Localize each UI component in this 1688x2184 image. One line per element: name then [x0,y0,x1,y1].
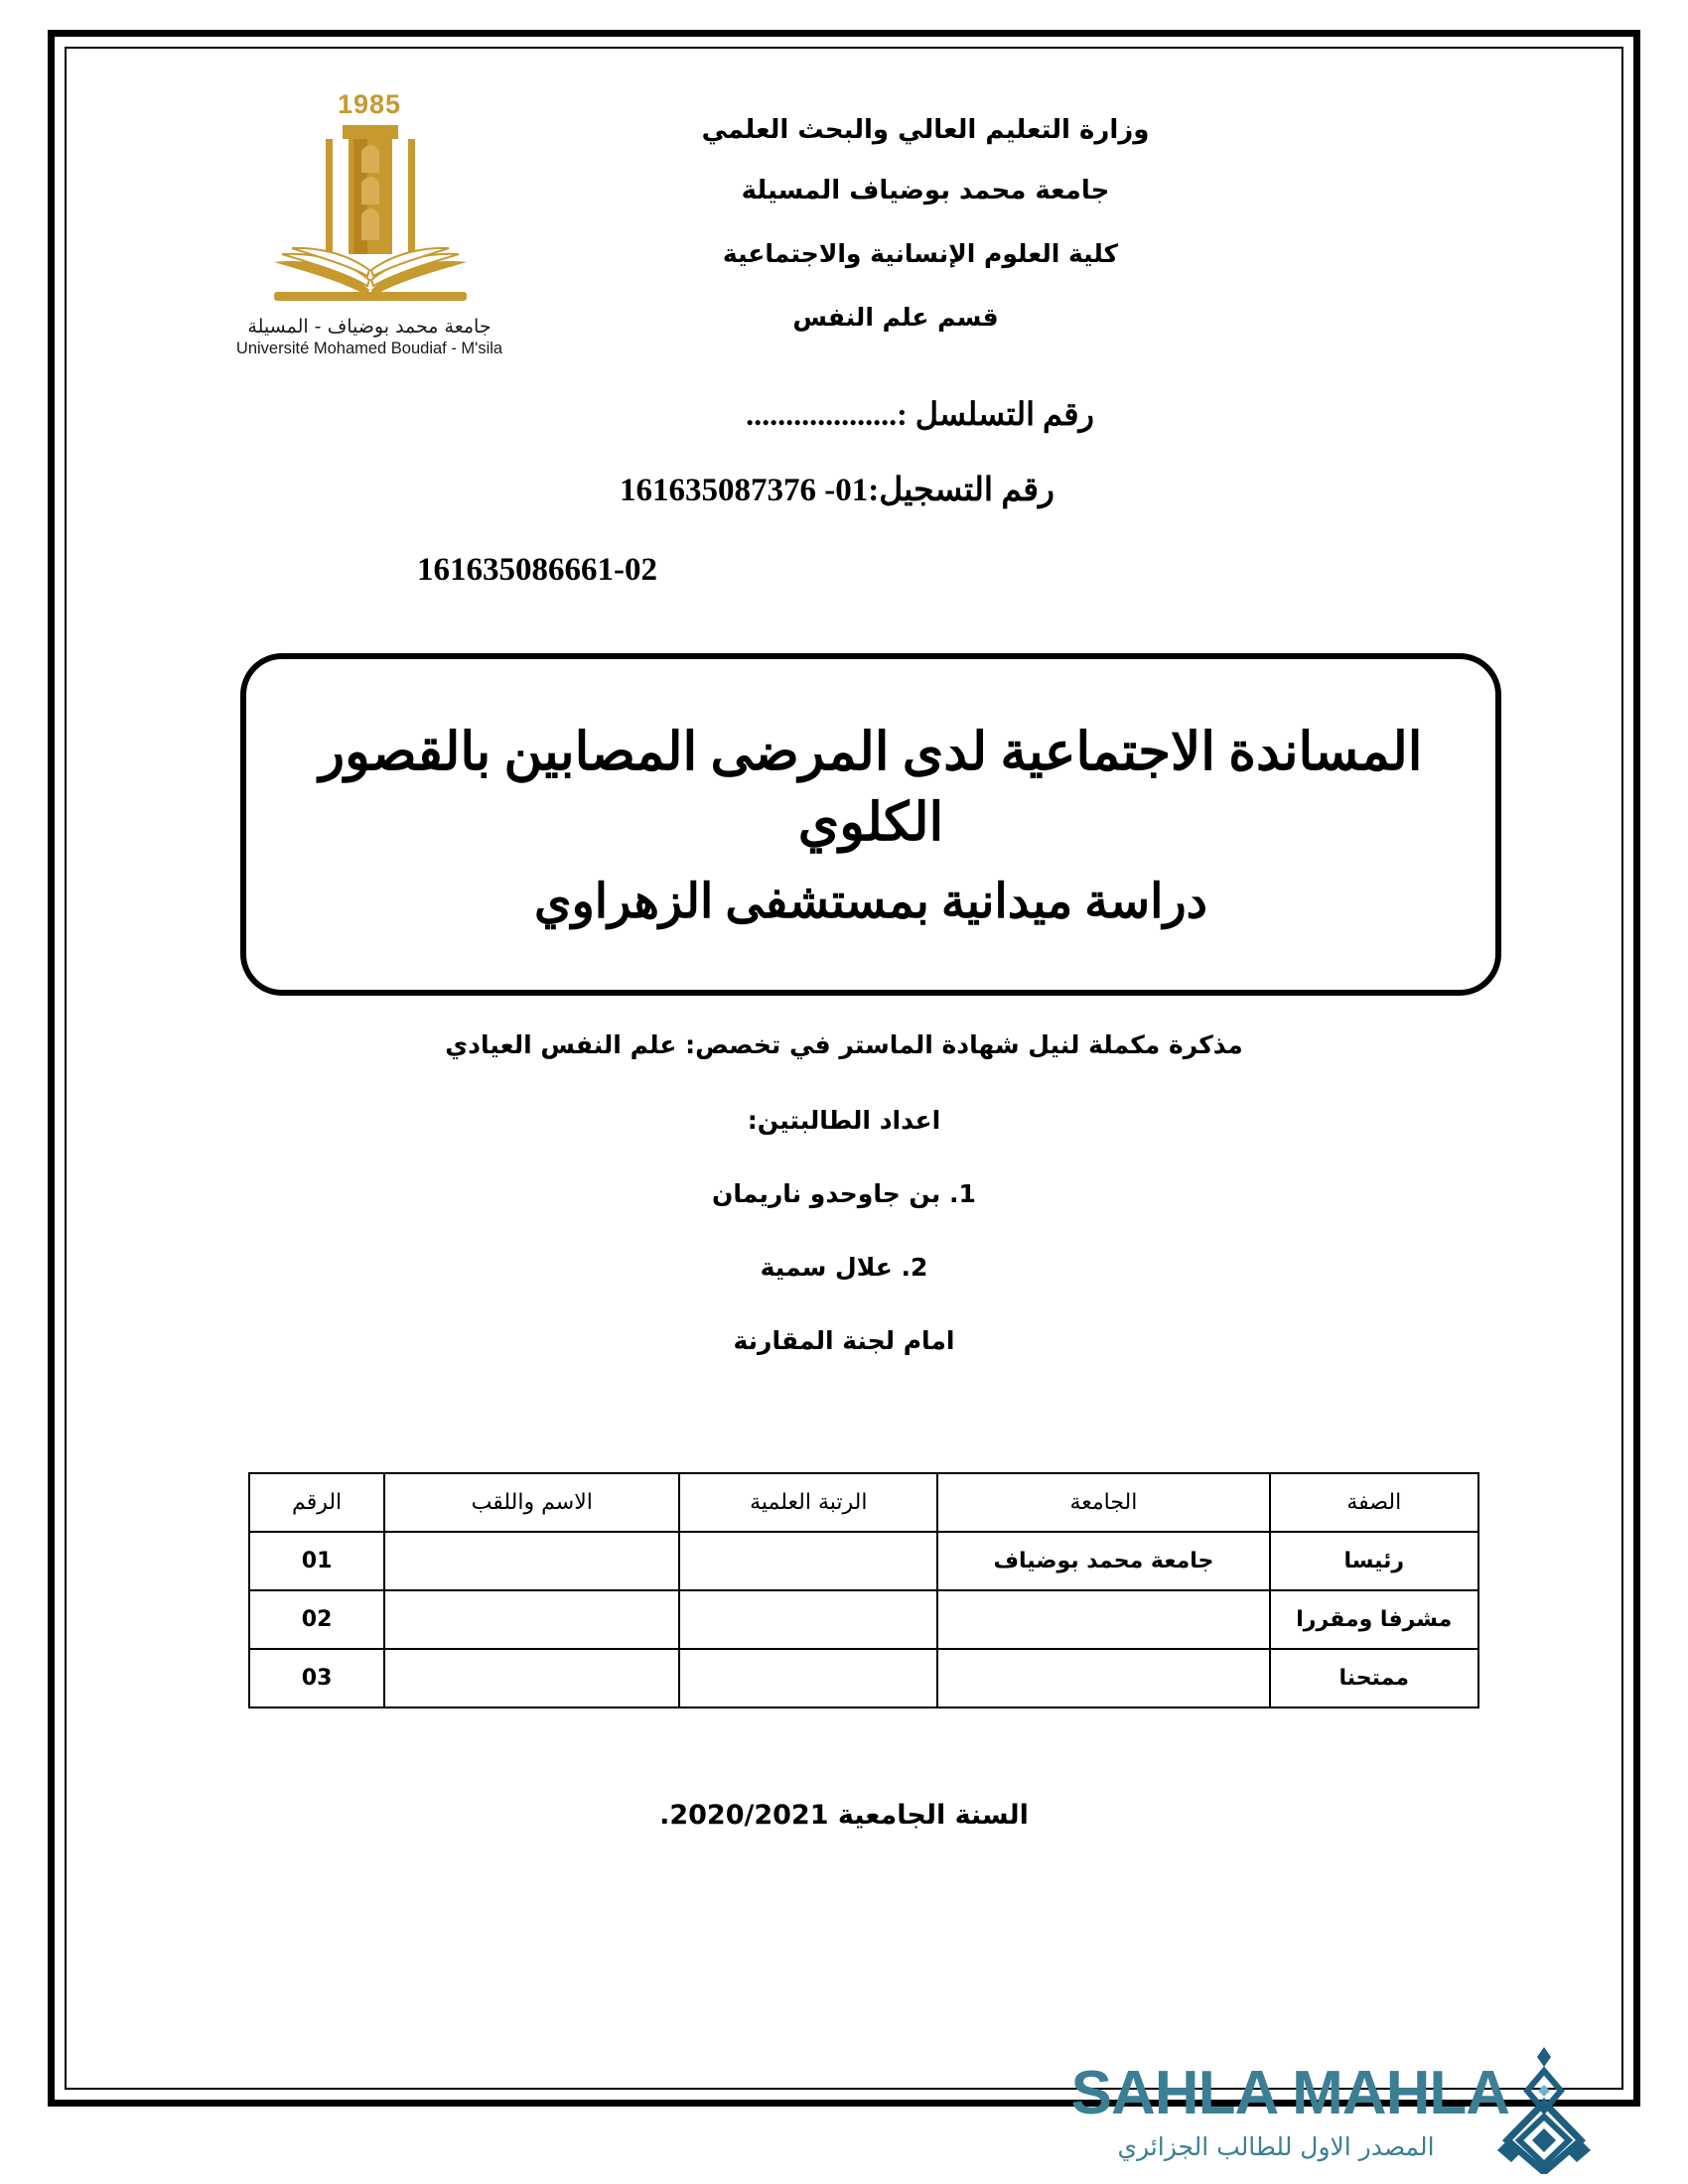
table-row [249,1590,1478,1649]
prepared-by-label: اعداد الطالبتين: [747,1106,941,1135]
cell-rank [679,1532,937,1590]
table-header-row [249,1473,1478,1532]
registration-number-2: 161635086661-02 [417,552,657,588]
academic-year: السنة الجامعية 2020/2021. [659,1800,1029,1831]
jury-table [248,1472,1479,1708]
column-header-university: الجامعة [937,1473,1269,1532]
cell-name [384,1532,679,1590]
logo-caption-french: Université Mohamed Boudiaf - M'sila [235,340,503,357]
watermark-tagline: المصدر الاول للطالب الجزائري [1117,2132,1435,2161]
student-name-1: 1. بن جاوحدو ناريمان [712,1179,976,1208]
header-section [77,58,1611,385]
table-row [249,1532,1478,1590]
degree-statement: مذكرة مكملة لنيل شهادة الماستر في تخصص: علم النفس العيادي [445,1030,1243,1059]
cell-role: رئيسا [1270,1532,1478,1590]
department-name: قسم علم النفس [792,303,999,332]
column-header-name: الاسم واللقب [384,1473,679,1532]
logo-year-label: 1985 [337,89,402,119]
watermark-brand: SAHLA MAHLA [1070,2059,1509,2127]
committee-label: امام لجنة المقارنة [733,1326,955,1355]
cell-number: 02 [249,1590,384,1649]
thesis-title-box [240,653,1501,996]
sahla-mahla-diamond-logo-icon [1489,2045,1599,2174]
cell-university [937,1649,1269,1707]
cell-rank [679,1590,937,1649]
cover-page-content [77,58,1611,2079]
degree-section [77,1030,1611,1377]
university-name: جامعة محمد بوضياف المسيلة [741,176,1110,206]
university-logo [220,89,518,358]
serial-number-label: رقم التسلسل :................... [746,396,1094,432]
sahla-mahla-watermark [1043,2045,1658,2174]
cell-rank [679,1649,937,1707]
column-header-rank: الرتبة العلمية [679,1473,937,1532]
registration-number-1: رقم التسجيل:01- 161635087376 [619,473,1055,508]
cell-university: جامعة محمد بوضياف [937,1532,1269,1590]
table-row [249,1649,1478,1707]
student-name-2: 2. علال سمية [760,1253,928,1282]
cell-name [384,1590,679,1649]
logo-caption-arabic: جامعة محمد بوضياف - المسيلة [247,316,492,338]
column-header-number: الرقم [249,1473,384,1532]
jury-table-container [248,1472,1479,1708]
university-minaret-book-logo-icon [248,121,492,310]
thesis-title-main: المساندة الاجتماعية لدى المرضى المصابين بالقصور الكلوي [319,724,1423,852]
cell-number: 03 [249,1649,384,1707]
faculty-name: كلية العلوم الإنسانية والاجتماعية [722,239,1119,268]
cell-number: 01 [249,1532,384,1590]
cell-role: ممتحنا [1270,1649,1478,1707]
thesis-title-subtitle: دراسة ميدانية بمستشفى الزهراوي [534,876,1207,929]
column-header-role: الصفة [1270,1473,1478,1532]
ministry-header-block [518,117,1333,239]
cell-name [384,1649,679,1707]
cell-university [937,1590,1269,1649]
registration-section [77,385,1611,648]
ministry-name: وزارة التعليم العالي والبحث العلمي [701,115,1150,145]
cell-role: مشرفا ومقررا [1270,1590,1478,1649]
